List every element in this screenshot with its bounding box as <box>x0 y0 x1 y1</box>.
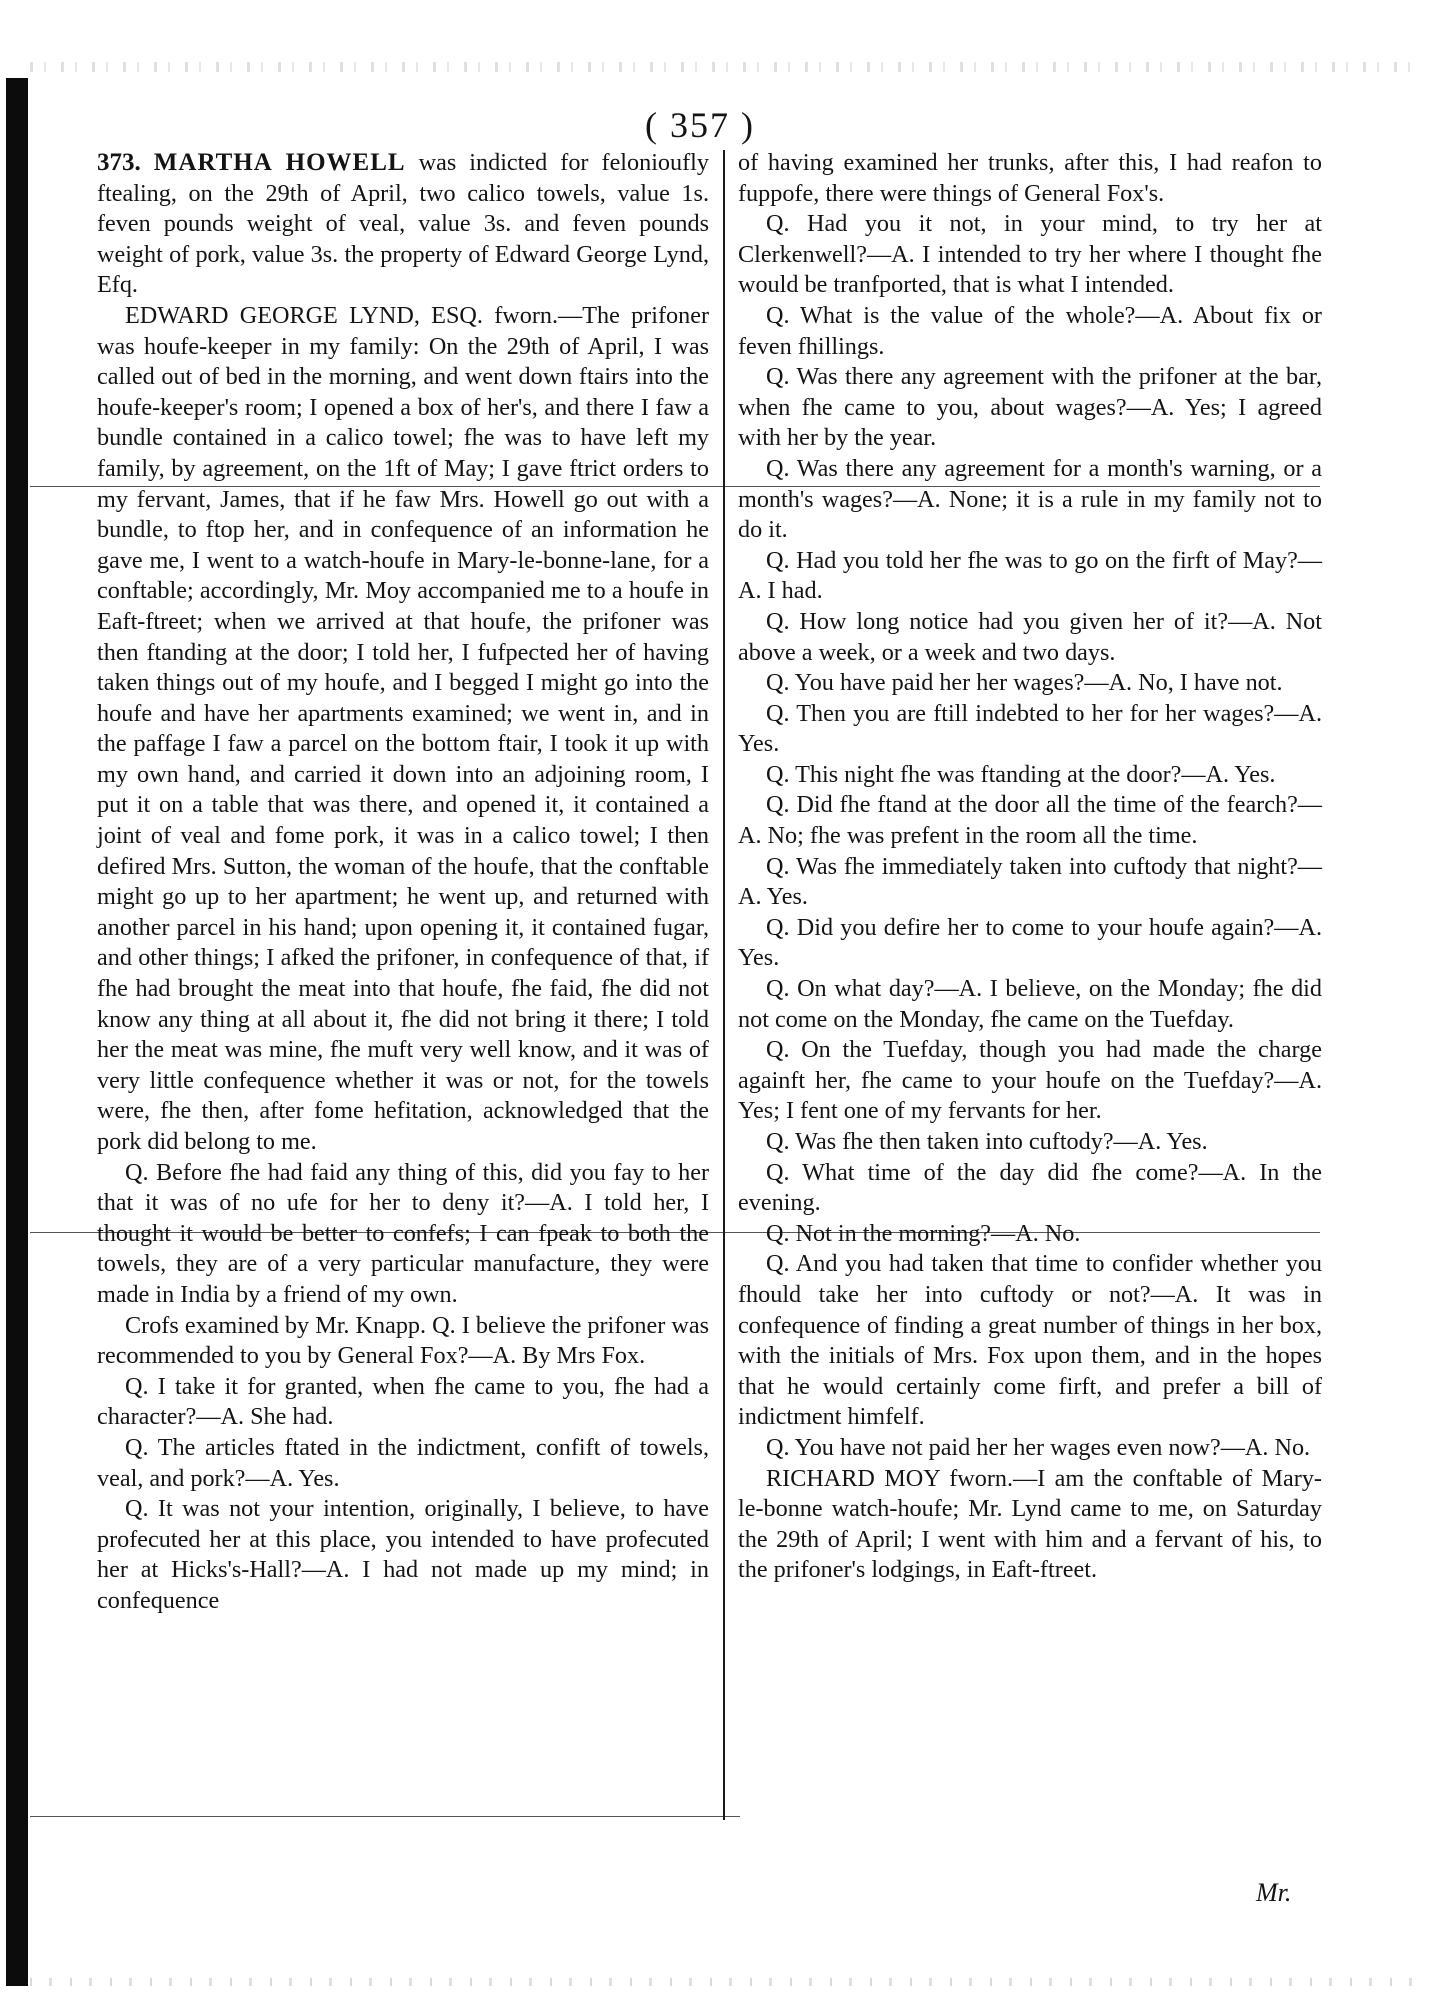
paragraph: Q. And you had taken that time to confider whether you fhould take her into cuftody or not?—A. It was in confequence of finding a great number of things in her box, with the initials of Mrs. Fox upon them, and in the hopes that he would certainly come firft, and prefer a bill of indictment himfelf. <box>738 1250 1322 1431</box>
paragraph: Q. Then you are ftill indebted to her for her wages?—A. Yes. <box>738 699 1322 758</box>
paragraph: Q. What time of the day did fhe come?—A. In the evening. <box>738 1158 1322 1217</box>
scan-noise-top <box>30 62 1420 72</box>
scan-noise-bottom <box>30 1978 1420 1986</box>
entry-number: 373. <box>97 149 141 176</box>
paragraph: Q. The articles ftated in the indictment, confift of towels, veal, and pork?—A. Yes. <box>97 1433 709 1492</box>
paragraph: Q. Had you told her fhe was to go on the firft of May?—A. I had. <box>738 546 1322 605</box>
paragraph: Q. Did you defire her to come to your houfe again?—A. Yes. <box>738 913 1322 972</box>
paragraph: Q. On what day?—A. I believe, on the Monday; fhe did not come on the Monday, fhe came on the Tuefday. <box>738 975 1322 1033</box>
paragraph: Q. This night fhe was ftanding at the door?—A. Yes. <box>766 760 1276 788</box>
right-column <box>738 148 1322 1586</box>
paragraph: Q. Was fhe immediately taken into cuftody that night?—A. Yes. <box>738 852 1322 911</box>
paragraph: Q. What is the value of the whole?—A. About fix or feven fhillings. <box>738 301 1322 360</box>
paragraph: Q. On the Tuefday, though you had made the charge againft her, fhe came to your houfe on the Tuefday?—A. Yes; I fent one of my fervants for her. <box>738 1036 1322 1125</box>
paragraph-text: was indicted for felonioufly ftealing, on the 29th of April, two calico towels, value 1s. feven pounds weight of veal, value 3s. and feven pounds weight of pork, value 3s. the property of Edward George Lynd, Efq. <box>97 149 709 299</box>
catchword: Mr. <box>1256 1878 1292 1907</box>
paragraph: Q. Did fhe ftand at the door all the time of the fearch?—A. No; fhe was prefent in the room all the time. <box>738 791 1322 850</box>
paragraph: Q. It was not your intention, originally, I believe, to have profecuted her at this place, you intended to have profecuted her at Hicks's-Hall?—A. I had not made up my mind; in confequence <box>97 1495 709 1614</box>
defendant-name: MARTHA HOWELL <box>153 149 406 176</box>
paragraph: Q. Before fhe had faid any thing of this, did you fay to her that it was of no ufe for her to deny it?—A. I told her, I thought it would be better to confefs; I can fpeak to both the towels, they are of a very particular manufacture, they were made in India by a friend of my own. <box>97 1158 709 1308</box>
paragraph: Crofs examined by Mr. Knapp. Q. I believe the prifoner was recommended to you by General Fox?—A. By Mrs Fox. <box>97 1311 709 1370</box>
paragraph: Q. I take it for granted, when fhe came to you, fhe had a character?—A. She had. <box>97 1372 709 1431</box>
paragraph: of having examined her trunks, after this, I had reafon to fuppofe, there were things of General Fox's. <box>738 149 1322 207</box>
left-column <box>97 148 709 1617</box>
paragraph: Q. Not in the morning?—A. No. <box>766 1219 1081 1247</box>
paragraph: Q. Was fhe then taken into cuftody?—A. Yes. <box>766 1128 1208 1155</box>
page-number: ( 357 ) <box>645 105 755 145</box>
paragraph: Q. Had you it not, in your mind, to try her at Clerkenwell?—A. I intended to try her where I thought fhe would be tranfported, that is what I intended. <box>738 210 1322 299</box>
scan-binding-edge <box>6 78 28 1986</box>
paragraph: Q. You have paid her her wages?—A. No, I have not. <box>766 669 1283 697</box>
paragraph <box>97 148 709 301</box>
paragraph: Q. Was there any agreement with the prifoner at the bar, when fhe came to you, about wages?—A. Yes; I agreed with her by the year. <box>738 363 1322 452</box>
column-divider <box>723 150 725 1820</box>
scan-rule-line <box>30 1816 740 1817</box>
paragraph: Q. Was there any agreement for a month's warning, or a month's wages?—A. None; it is a rule in my family not to do it. <box>738 454 1322 544</box>
paragraph: EDWARD GEORGE LYND, ESQ. fworn.—The prifoner was houfe-keeper in my family: On the 29th of April, I was called out of bed in the morning, and went down ftairs into the houfe-keeper's room; I opened a box of her's, and there I faw a bundle contained in a calico towel; fhe was to have left my family, by agreement, on the 1ft of May; I gave ftrict orders to my fervant, James, that if he faw Mrs. Howell go out with a bundle, to ftop her, and in confequence of an information he gave me, I went to a watch-houfe in Mary-le-bonne-lane, for a conftable; accordingly, Mr. Moy accompanied me to a houfe in Eaft-ftreet; when we arrived at that houfe, the prifoner was then ftanding at the door; I told her, I fufpected her of having taken things out of my houfe, and I begged I might go into the houfe and have her apartments examined; we went in, and in the paffage I faw a parcel on the bottom ftair, I took it up with my own hand, and carried it down into an adjoining room, I put it on a table that was there, and opened it, it contained a joint of veal and fome pork, it was in a calico towel; I then defired Mrs. Sutton, the woman of the houfe, that the conftable might go up to her apartment; he went up, and returned with another parcel in his hand; upon opening it, it contained fugar, and other things; I afked the prifoner, in confequence of that, if fhe had brought the meat into that houfe, fhe faid, fhe did not know any thing at all about it, fhe did not bring it there; I told her the meat was mine, fhe muft very well know, and it was of very little confequence whether it was or not, for the towels were, fhe then, after fome hefitation, acknowledged that the pork did belong to me. <box>97 301 709 1155</box>
paragraph: RICHARD MOY fworn.—I am the conftable of Mary-le-bonne watch-houfe; Mr. Lynd came to me, on Saturday the 29th of April; I went with him and a fervant of his, to the prifoner's lodgings, in Eaft-ftreet. <box>738 1464 1322 1584</box>
paragraph: Q. How long notice had you given her of it?—A. Not above a week, or a week and two days. <box>738 607 1322 666</box>
paragraph: Q. You have not paid her her wages even now?—A. No. <box>766 1433 1311 1461</box>
